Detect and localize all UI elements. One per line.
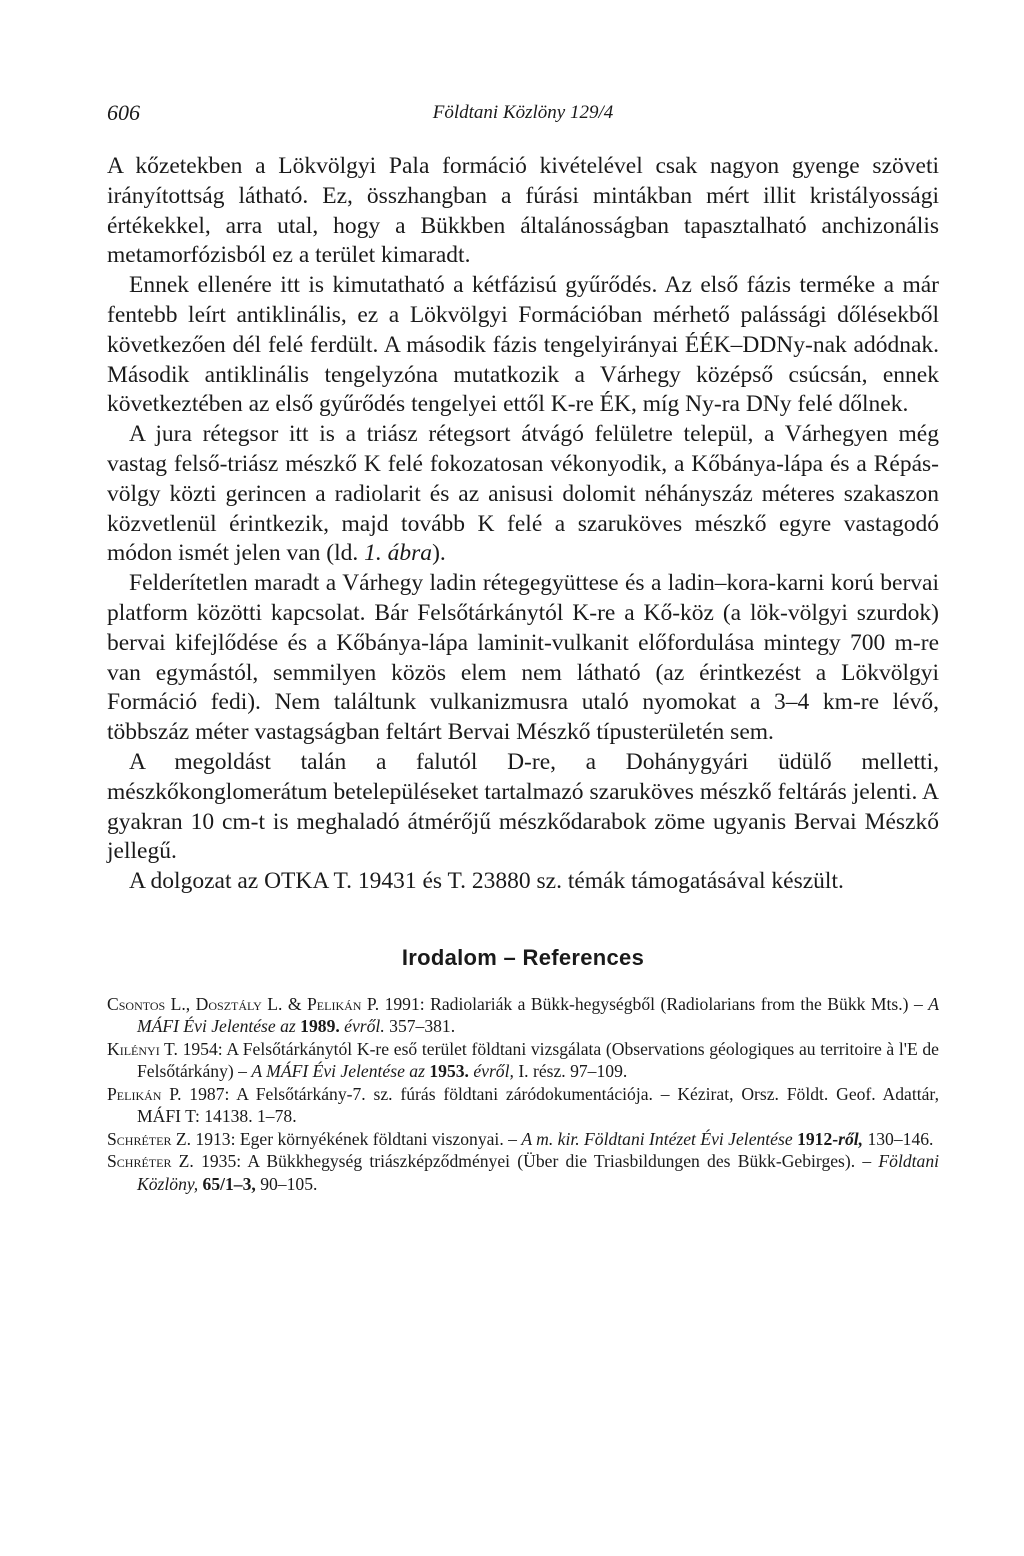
reference-list [107, 993, 939, 1196]
paragraph-text: A jura rétegsor itt is a triász rétegsort átvágó felületre települ, a Várhegyen még vastag felső-triász mészkő K felé fokozatosan vékonyodik, a Kőbánya-lápa és a Répás-völgy közti gerincen a radiolarit és az anisusi dolomit néhányszáz méteres szakaszon közvetlenül érintkezik, majd tovább K felé a szaruköves mészkő egyre vastagodó módon ismét jelen van (ld. [107, 421, 939, 567]
reference-title: A Bükkhegység triászképződményei (Über die Triasbildungen des Bükk-Gebirges). – [247, 1151, 872, 1172]
reference-year: 1991: [384, 993, 425, 1014]
figure-reference-tail: ). [432, 540, 446, 567]
reference-volume-suffix: évről. [344, 1016, 385, 1037]
reference-pages: 90–105. [260, 1173, 318, 1194]
reference-item [107, 1038, 939, 1083]
reference-pages: 357–381. [389, 1016, 456, 1037]
reference-journal: A MÁFI Évi Jelentése az [137, 993, 939, 1037]
reference-volume-number: 1912- [797, 1128, 839, 1149]
reference-title: A Felsőtárkánytól K-re eső terület földtani vizsgálata (Observations géologiques au territoire à l'E de Felsőtárkány) – [137, 1038, 939, 1082]
reference-year: 1935: [201, 1151, 242, 1172]
reference-item [107, 993, 939, 1038]
reference-pages: 130–146. [867, 1128, 934, 1149]
reference-journal: Földtani Közlöny, [137, 1151, 940, 1194]
reference-pages: I. rész. 97–109. [518, 1061, 628, 1082]
reference-author: Pelikán P. [107, 1083, 182, 1104]
reference-author: Csontos L., Dosztály L. & Pelikán P. [107, 993, 380, 1014]
reference-title: Eger környékének földtani viszonyai. – [239, 1128, 517, 1149]
page [107, 100, 939, 1195]
paragraph: A megoldást talán a falutól D-re, a Dohánygyári üdülő melletti, mészkőkonglomerátum betelepüléseket tartalmazó szaruköves mészkő feltárás jelenti. A gyakran 10 cm-t is meghaladó átmérőjű mészkődarabok zöme ugyanis Bervai Mészkő jellegű. [107, 748, 939, 865]
reference-year: 1913: [195, 1128, 236, 1149]
paragraph: A kőzetekben a Lökvölgyi Pala formáció kivételével csak nagyon gyenge szöveti irányítottság látható. Ez, összhangban a fúrási mintákban mért illit kristályossági értékekkel, arra utal, hogy a Bükkben általánosságban tapasztalható anchizonális metamorfózisból ez a terület kimaradt. [107, 153, 939, 269]
reference-author: Kilényi T. [107, 1038, 178, 1059]
body-text [107, 152, 939, 897]
reference-title: A Felsőtárkány-7. sz. fúrás földtani záródokumentációja. – Kézirat, Orsz. Földt. Geof. Adattár, MÁFI T: 14138. 1–78. [137, 1083, 939, 1127]
reference-item [107, 1083, 939, 1128]
reference-year: 1987: [189, 1083, 230, 1104]
paragraph: Ennek ellenére itt is kimutatható a kétfázisú gyűrődés. Az első fázis terméke a már fentebb leírt antiklinális, ez a Lökvölgyi Formációban mérhető palássági dőlésekből következően dél felé ferdült. A második fázis tengelyirányai ÉÉK–DDNy-nak adódnak. Második antiklinális tengelyzóna mutatkozik a Várhegy középső csúcsán, ennek következtében az első gyűrődés tengelyei ettől K-re ÉK, míg Ny-ra DNy felé dőlnek. [107, 272, 939, 418]
paragraph [107, 420, 939, 569]
paragraph: A dolgozat az OTKA T. 19431 és T. 23880 sz. témák támogatásával készült. [129, 868, 844, 895]
reference-author: Schréter Z. [107, 1128, 191, 1149]
reference-volume [797, 1129, 863, 1149]
reference-journal: A m. kir. Földtani Intézet Évi Jelentése [521, 1128, 793, 1149]
reference-author: Schréter Z. [107, 1151, 194, 1172]
section-heading: Irodalom – References [401, 944, 645, 970]
reference-volume: 65/1–3, [202, 1173, 256, 1194]
reference-journal: A MÁFI Évi Jelentése az [251, 1061, 425, 1082]
journal-title: Földtani Közlöny 129/4 [432, 102, 614, 123]
paragraph: Felderítetlen maradt a Várhegy ladin rétegegyüttese és a ladin–kora-karni korú bervai platform közötti kapcsolat. Bár Felsőtárkánytól K-re a Kő-köz (a lök-völgyi szurdok) bervai kifejlődése és a Kőbánya-lápa laminit-vulkanit előfordulása mintegy 700 m-re van egymástól, semmilyen közös elem nem látható (az érintkezést a Lökvölgyi Formáció fedi). Nem találtunk vulkanizmusra utaló nyomokat a 3–4 km-re lévő, többszáz méter vastagságban feltárt Bervai Mészkő típusterületén sem. [107, 570, 939, 746]
figure-reference[interactable]: 1. ábra [364, 540, 433, 567]
reference-volume-suffix: ről, [838, 1128, 864, 1149]
reference-item [107, 1128, 939, 1151]
running-head [107, 100, 939, 134]
reference-volume: 1989. [300, 1016, 340, 1037]
reference-year: 1954: [182, 1038, 223, 1059]
reference-volume: 1953. [429, 1061, 469, 1082]
reference-item [107, 1150, 939, 1195]
reference-volume-suffix: évről, [473, 1061, 514, 1082]
reference-title: Radiolariák a Bükk-hegységből (Radiolarians from the Bükk Mts.) – [430, 993, 923, 1014]
page-number: 606 [107, 100, 140, 125]
